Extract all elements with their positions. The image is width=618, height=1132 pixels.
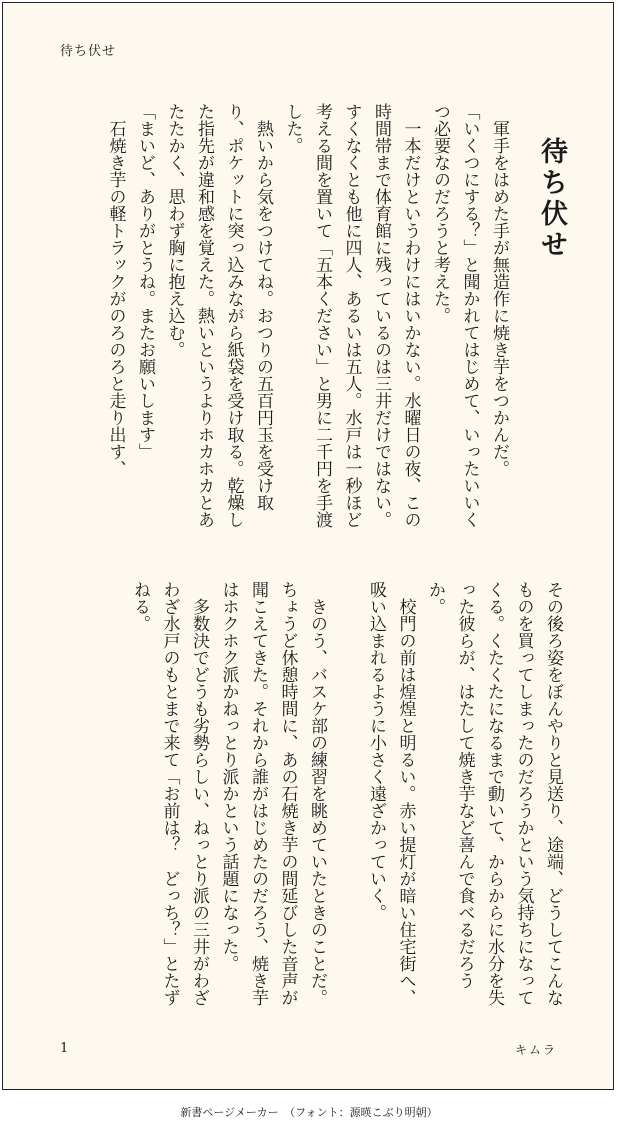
page-number: 1 bbox=[60, 1041, 69, 1056]
paragraph: 熱いから気をつけてね。おつりの五百円玉を受け取り、ポケットに突っ込みながら紙袋を受け取る。乾燥した指先が違和感を覚えた。熱いというよりホカホカとあたたかく、思わず胸に抱え込む。 bbox=[164, 103, 273, 528]
story-title: 待ち伏せ bbox=[536, 137, 567, 261]
paragraph: 一本だけというわけにはいかない。水曜日の夜、この時間帯まで体育館に残っているのは三井だけではない。すくなくとも他に四人、あるいは五人。水戸は一秒ほど考える間を置いて「五本ください」と男に二千円を手渡した。 bbox=[282, 103, 421, 528]
paragraph: 「いくつにする？」と聞かれてはじめて、いったいいくつ必要なのだろうと考えた。 bbox=[430, 103, 480, 528]
paragraph: その後ろ姿をぼんやりと見送り、途端、どうしてこんなものを買ってしまったのだろうかという気持ちになってくる。くたくたになるまで動いて、からからに水分を失った彼らが、はたして焼き芋など喜んで食べるだろうか。 bbox=[425, 581, 563, 1006]
paragraph: 多数決でどうも劣勢らしい、ねっとり派の三井がわざわざ水戸のもとまで来て「お前は？ どっち？」とたずねる。 bbox=[130, 581, 209, 1006]
paragraph: 校門の前は煌煌と明るい。赤い提灯が暗い住宅街へ、吸い込まれるように小さく遠ざかっていく。 bbox=[366, 581, 416, 1006]
paragraph: 軍手をはめた手が無造作に焼き芋をつかんだ。 bbox=[489, 103, 509, 477]
upper-text-block bbox=[53, 103, 513, 533]
generator-caption: 新書ページメーカー （フォント：源暎こぶり明朝） bbox=[180, 1106, 438, 1119]
paragraph: 「まいど、ありがとうね。またお願いします」 bbox=[135, 103, 155, 460]
book-page bbox=[2, 2, 614, 1090]
paragraph: 石焼き芋の軽トラックがのろのろと走り出す、 bbox=[105, 103, 126, 477]
running-header-title: 待ち伏せ bbox=[60, 44, 117, 59]
blank-line bbox=[331, 581, 361, 1011]
paragraph: きのう、バスケ部の練習を眺めていたときのことだ。ちょうど休憩時間に、あの石焼き芋の間延びした音声が聞こえてきた。それから誰がはじめたのだろう、焼き芋はホクホク派かねっとり派かという話題になった。 bbox=[218, 581, 327, 1006]
author-name: キムラ bbox=[515, 1043, 557, 1057]
lower-text-block bbox=[37, 581, 567, 1011]
